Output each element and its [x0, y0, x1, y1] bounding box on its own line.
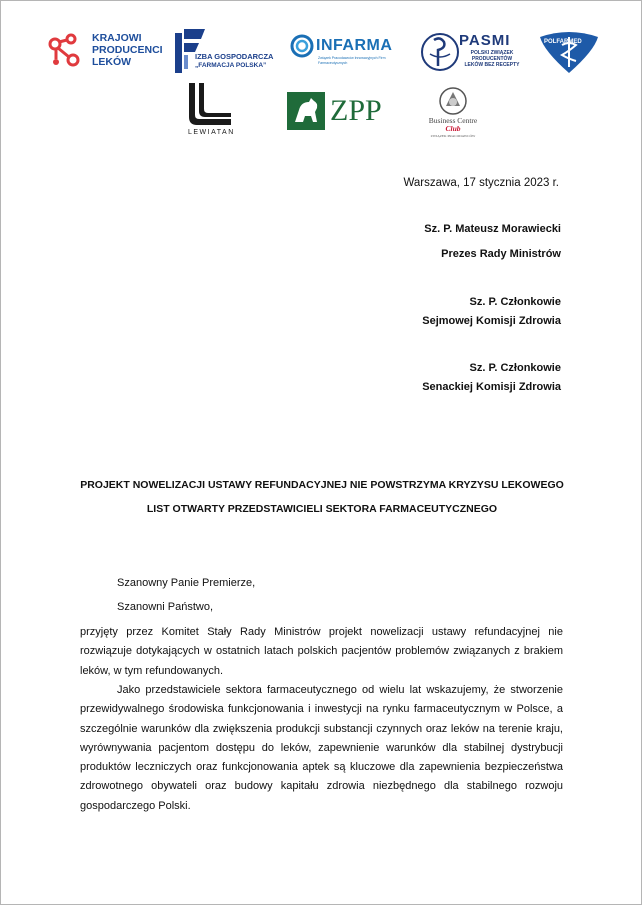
- bcc-crest-icon: [438, 86, 468, 116]
- infarma-swirl-icon: [290, 34, 314, 58]
- zpp-name: ZPP: [330, 94, 382, 127]
- bcc-line3: ZWIĄZEK PRACODAWCÓW: [430, 134, 476, 138]
- pasmi-line2: PRODUCENTÓW: [471, 56, 513, 62]
- recipient-3-line1: Sz. P. Członkowie: [469, 362, 561, 374]
- letter-date: Warszawa, 17 stycznia 2023 r.: [403, 177, 559, 189]
- polfarmed-logo: [534, 27, 604, 75]
- pasmi-line1: POLSKI ZWIĄZEK: [470, 50, 514, 56]
- pasmi-logo: [420, 30, 525, 75]
- paragraph-2: Jako przedstawiciele sektora farmaceutycznego od wielu lat wskazujemy, że stworzenie przewidywalnego środowiska funkcjonowania i inwestycji na rynku farmaceutycznym w Polsce, a szczególnie warunków dla zwiększenia produkcji substancji czynnych oraz leków na terenie kraju, wyrównywania pacjentom dostępu do leków, zapewnienie warunków dla stabilnej dystrybucji produktów leczniczych oraz funkcjonowania aptek są kluczowe dla zapewnienia bezpieczeństwa zdrowotnego obywateli oraz budowy kapitału zdrowia niezbędnego dla stabilnego rozwoju gospodarczego Polski.: [80, 684, 563, 812]
- krajowi-line3: LEKÓW: [92, 56, 132, 68]
- bcc-line1: Business Centre: [428, 116, 478, 125]
- letter-title: PROJEKT NOWELIZACJI USTAWY REFUNDACYJNEJ NIE POWSTRZYMA KRYZYSU LEKOWEGO: [80, 479, 564, 491]
- bcc-line2: Club: [445, 124, 461, 133]
- letter-subtitle: LIST OTWARTY PRZEDSTAWICIELI SEKTORA FARMACEUTYCZNEGO: [146, 503, 498, 515]
- pasmi-name: PASMI: [459, 32, 511, 49]
- lewiatan-l-icon: [185, 81, 237, 125]
- izba-line1: IZBA GOSPODARCZA: [195, 52, 274, 61]
- molecule-icon: [47, 32, 83, 72]
- salutation-all: Szanowni Państwo,: [117, 601, 213, 613]
- infarma-name: INFARMA: [316, 37, 393, 54]
- infarma-sub: Związek Pracodawców Innowacyjnych Firm Farmaceutycznych: [318, 56, 386, 65]
- recipient-2-line1: Sz. P. Członkowie: [469, 296, 561, 308]
- bcc-logo: [417, 86, 489, 150]
- krajowi-line1: KRAJOWI: [92, 32, 142, 44]
- krajowi-line2: PRODUCENCI: [92, 44, 163, 56]
- izba-line2: „FARMACJA POLSKA”: [195, 62, 267, 69]
- paragraph-1: przyjęty przez Komitet Stały Rady Ministrów projekt nowelizacji ustawy refundacyjnej nie rozwiązuje dotykających w ostatnich latach polskich pacjentów problemów związanych z brakiem leków, w tym refundowanych.: [80, 626, 563, 677]
- recipient-1-line2: Prezes Rady Ministrów: [441, 248, 561, 260]
- zpp-logo: [287, 92, 387, 130]
- polfarmed-name: POLFARMED: [544, 39, 582, 45]
- lewiatan-logo: [185, 81, 237, 139]
- recipient-2-line2: Sejmowej Komisji Zdrowia: [422, 315, 561, 327]
- pasmi-emblem-icon: [420, 30, 460, 72]
- lewiatan-name: LEWIATAN: [188, 129, 235, 136]
- pasmi-line3: LEKÓW BEZ RECEPTY: [464, 62, 520, 68]
- izba-gospodarcza-logo: [173, 27, 283, 73]
- recipient-3-line2: Senackiej Komisji Zdrowia: [422, 381, 561, 393]
- krajowi-producenci-logo: [47, 32, 167, 72]
- polfarmed-caduceus-icon: [534, 27, 604, 75]
- infarma-logo: [290, 34, 412, 72]
- salutation-premier: Szanowny Panie Premierze,: [117, 577, 256, 589]
- recipient-1-line1: Sz. P. Mateusz Morawiecki: [424, 223, 561, 235]
- zpp-bear-icon: [287, 92, 325, 130]
